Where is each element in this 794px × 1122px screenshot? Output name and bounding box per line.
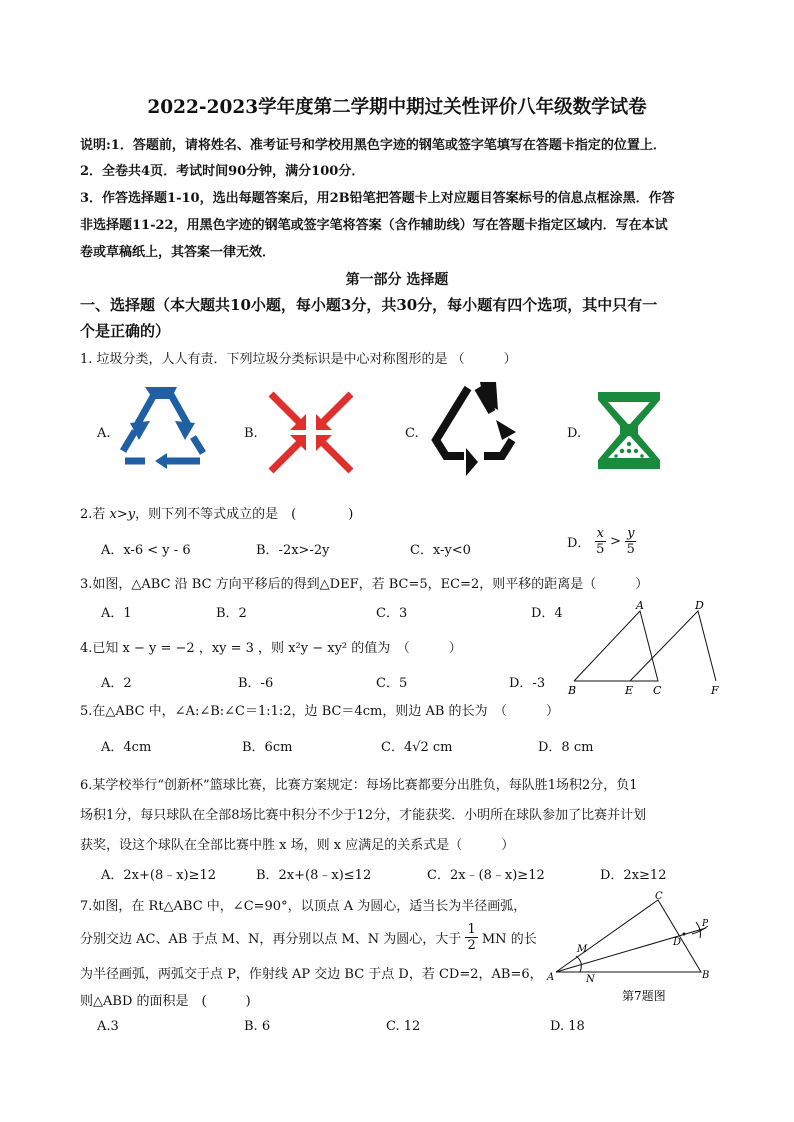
section-heading: 个是正确的）: [80, 322, 171, 340]
q7-option-b: B. 6: [244, 1019, 271, 1034]
fig-label-c: C: [653, 684, 662, 697]
q3-option-d: D．4: [531, 606, 563, 621]
q6-option-c: C．2x﹣(8﹣x)≥12: [427, 868, 545, 883]
hourglass-icon-d: [594, 388, 664, 473]
q6-line: 场积1分，每只球队在全部8场比赛中积分不少于12分，才能获奖．小明所在球队参加了比赛并计划: [80, 808, 647, 823]
fig-label-m: M: [577, 944, 588, 955]
fig-label-d: D: [673, 937, 682, 948]
fig-label-b: B: [568, 684, 577, 697]
q6-line: 6.某学校举行“创新杯”篮球比赛，比赛方案规定：每场比赛都要分出胜负，每队胜1场积2分，负1: [80, 778, 638, 793]
note-line: 卷或草稿纸上，其答案一律无效．: [80, 245, 276, 260]
q1-option-c-label: C.: [405, 426, 419, 441]
q7-option-a: A.3: [97, 1019, 119, 1034]
fig-label-e: E: [625, 684, 634, 697]
fig-label-a: A: [636, 599, 644, 612]
q2-option-c: C．x-y<0: [410, 543, 471, 558]
q3-option-c: C．3: [376, 606, 408, 621]
q5-option-a: A．4cm: [101, 740, 152, 755]
q1-option-a-label: A.: [97, 426, 111, 441]
fig-label-b: B: [702, 970, 710, 981]
fig-label-d: D: [695, 599, 704, 612]
q4-option-b: B．-6: [238, 676, 274, 691]
q5-option-b: B．6cm: [242, 740, 293, 755]
fig-label-p: P: [702, 919, 709, 929]
note-line: 说明:1．答题前，请将姓名、准考证号和学校用黑色字迹的钢笔或签字笔填写在答题卡指定的位置上．: [80, 138, 666, 153]
q2-option-b: B．-2x>-2y: [256, 543, 330, 558]
note-line: 非选择题11-22，用黑色字迹的钢笔或签字笔将答案（含作辅助线）写在答题卡指定区域内．写在本试: [80, 218, 668, 233]
q7-line: 为半径画弧，两弧交于点 P，作射线 AP 交边 BC 于点 D，若 CD=2，AB=6，: [80, 967, 543, 982]
fraction: $\frac{x}{5}$: [596, 526, 605, 557]
note-line: 2．全卷共4页．考试时间90分钟，满分100分．: [80, 164, 365, 179]
page-title: 2022-2023学年度第二学期中期过关性评价八年级数学试卷: [147, 97, 647, 118]
q4-option-a: A．2: [101, 676, 132, 691]
q7-line: 分别交边 AC、AB 于点 M、N，再分别以点 M、N 为圆心，大于 $\frac{1}{2}$ MN 的长: [80, 922, 537, 953]
q1-option-b-label: B.: [244, 426, 258, 441]
fig-label-f: F: [711, 684, 719, 697]
recycle-icon-a: [115, 385, 210, 470]
fraction: $\frac{y}{5}$: [626, 526, 635, 557]
q3-option-a: A．1: [101, 606, 132, 621]
fig-label-a: A: [547, 972, 555, 983]
fraction: $\frac{1}{2}$: [467, 922, 476, 953]
q7-line: 则△ABD 的面积是 ( ): [80, 994, 251, 1009]
fig-label-n: N: [586, 974, 595, 985]
q6-option-d: D．2x≥12: [600, 868, 667, 883]
q2-option-d: D． $\frac{x}{5}$ > $\frac{y}{5}$: [567, 526, 635, 557]
q5-option-c: C．4√2 cm: [381, 740, 453, 755]
q3-figure: [562, 598, 732, 698]
q4-option-d: D．-3: [509, 676, 546, 691]
q4-stem: 4.已知 x − y = −2 ，xy = 3 ，则 x²y − xy² 的值为 （ ）: [80, 641, 462, 656]
q4-option-c: C．5: [376, 676, 408, 691]
q6-option-a: A．2x+(8﹣x)≥12: [101, 868, 217, 883]
part-title: 第一部分 选择题: [345, 272, 449, 288]
q5-option-d: D．8 cm: [538, 740, 594, 755]
q2-option-a: A．x-6 < y - 6: [101, 543, 191, 558]
note-line: 3．作答选择题1-10，选出每题答案后，用2B铅笔把答题卡上对应题目答案标号的信息点框涂黑．作答: [80, 191, 675, 206]
q3-option-b: B．2: [216, 606, 247, 621]
q7-option-d: D. 18: [550, 1019, 585, 1034]
fig-label-c: C: [655, 891, 663, 902]
q7-option-c: C. 12: [386, 1019, 421, 1034]
q5-stem: 5.在△ABC 中，∠A:∠B:∠C＝1:1:2，边 BC＝4cm，则边 AB 的长为 （ ）: [80, 704, 560, 719]
q7-line: 7.如图，在 Rt△ABC 中，∠C=90°，以顶点 A 为圆心，适当长为半径画弧，: [80, 899, 527, 914]
section-heading: 一、选择题（本大题共10小题，每小题3分，共30分，每小题有四个选项，其中只有一: [80, 296, 658, 314]
fig-caption: 第7题图: [622, 989, 666, 1003]
q7-figure: [546, 890, 726, 1010]
recycle-icon-c: [426, 380, 521, 480]
q1-option-d-label: D.: [567, 426, 582, 441]
q1-stem: 1. 垃圾分类，人人有责．下列垃圾分类标识是中心对称图形的是 （ ）: [80, 352, 517, 367]
q3-stem: 3.如图，△ABC 沿 BC 方向平移后的得到△DEF，若 BC=5，EC=2，则平移的距离是（ ）: [80, 577, 649, 592]
q2-stem: 2.若 x>y，则下列不等式成立的是 ( ): [80, 507, 354, 522]
q6-option-b: B．2x+(8﹣x)≤12: [256, 868, 372, 883]
arrows-inward-icon-b: [266, 390, 356, 475]
q6-line: 获奖，设这个球队在全部比赛中胜 x 场，则 x 应满足的关系式是（ ）: [80, 838, 515, 853]
